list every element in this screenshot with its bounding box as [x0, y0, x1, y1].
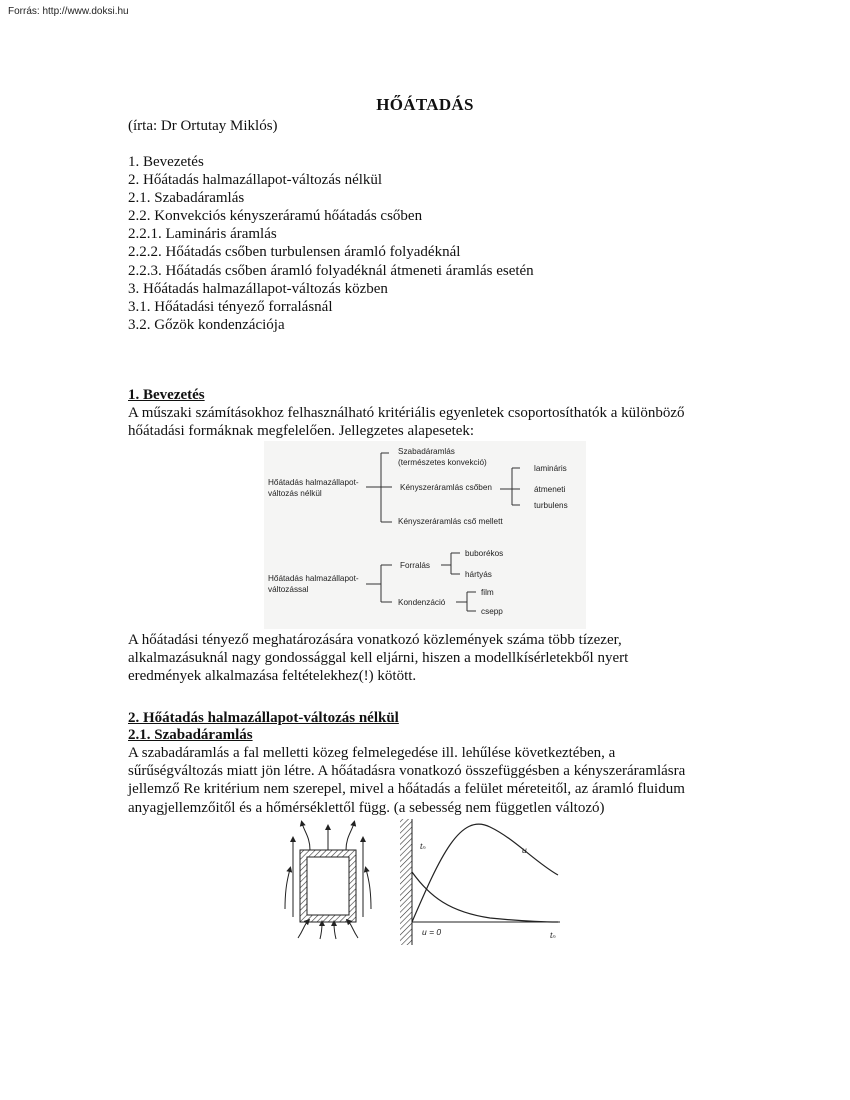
paragraph-line: A hőátadási tényező meghatározására vonatkozó közlemények száma több tízezer,	[128, 632, 622, 648]
diagram-kondenzacio: Kondenzáció	[398, 598, 446, 607]
subsection-heading: 2.1. Szabadáramlás	[128, 727, 253, 743]
diagram-forralas: Forralás	[400, 561, 431, 570]
toc-item: 1. Bevezetés	[128, 154, 204, 170]
section-heading: 2. Hőátadás halmazállapot-változás nélkül	[128, 710, 399, 726]
source-line: Forrás: http://www.doksi.hu	[8, 6, 129, 17]
section-heading: 1. Bevezetés	[128, 387, 205, 403]
section-1-continued	[128, 631, 628, 686]
paragraph-line: A műszaki számításokhoz felhasználható kritériális egyenletek csoportosíthatók a különböző	[128, 405, 685, 421]
section-1	[128, 387, 685, 440]
paragraph-line: anyagjellemzőitől és a hőmérséklettől függ. (a sebesség nem független változó)	[128, 799, 605, 816]
diagram-flow-turbulens: turbulens	[534, 501, 568, 510]
diagram-forr-hartyas: hártyás	[465, 570, 492, 579]
diagram-forr-buborekos: buborékos	[465, 549, 504, 558]
author-line: (írta: Dr Ortutay Miklós)	[128, 118, 278, 134]
diagram-kond-csepp: csepp	[481, 607, 503, 616]
label-tf-axis: tₙ	[550, 930, 556, 940]
diagram-kenyszer-mellett: Kényszeráramlás cső mellett	[398, 517, 503, 526]
classification-diagram	[264, 441, 586, 629]
toc-item: 2.2.2. Hőátadás csőben turbulensen áramló folyadéknál	[128, 244, 461, 261]
diagram-root-1-line2: változás nélkül	[268, 489, 322, 498]
diagram-flow-laminaris: lamináris	[534, 464, 567, 473]
toc-item: 2.2.3. Hőátadás csőben áramló folyadéknál átmeneti áramlás esetén	[128, 262, 534, 279]
toc-item: 2.2. Konvekciós kényszeráramú hőátadás csőben	[128, 208, 423, 225]
diagram-kenyszer-cso: Kényszeráramlás csőben	[400, 483, 492, 492]
section-2	[128, 710, 685, 817]
diagram-root-2-line2: változással	[268, 585, 309, 594]
label-u-zero: u = 0	[422, 927, 442, 937]
paragraph-line: jellemző Re kritérium nem szerepel, mivel a hőátadás a felület méreteitől, az áramló fluidum	[128, 781, 685, 798]
paragraph-line: A szabadáramlás a fal melletti közeg felmelegedése ill. lehűlése következtében, a	[128, 745, 616, 761]
diagram-szabad-line2: (természetes konvekció)	[398, 458, 487, 467]
toc-item: 3.1. Hőátadási tényező forralásnál	[128, 298, 333, 315]
diagram-szabad-line1: Szabadáramlás	[398, 447, 455, 456]
table-of-contents	[128, 153, 534, 334]
toc-item: 2.2.1. Lamináris áramlás	[128, 226, 277, 243]
paragraph-line: hőátadási formáknak megfelelően. Jellegzetes alapesetek:	[128, 423, 475, 440]
toc-item: 2.1. Szabadáramlás	[128, 190, 245, 207]
toc-item: 3.2. Gőzök kondenzációja	[128, 316, 285, 333]
label-u: u	[522, 845, 527, 855]
toc-item: 2. Hőátadás halmazállapot-változás nélkül	[128, 172, 383, 189]
free-convection-figure	[280, 817, 580, 947]
diagram-kond-film: film	[481, 588, 494, 597]
profile-chart	[400, 819, 560, 945]
diagram-root-2-line1: Hőátadás halmazállapot-	[268, 574, 359, 583]
page-title: HŐÁTADÁS	[376, 95, 474, 114]
heated-body-diagram	[285, 823, 371, 939]
diagram-root-1-line1: Hőátadás halmazállapot-	[268, 478, 359, 487]
paragraph-line: alkalmazásuknál nagy gondossággal kell eljárni, hiszen a modellkísérletekből nyert	[128, 650, 629, 667]
paragraph-line: sűrűségváltozás miatt jön létre. A hőátadásra vonatkozó összefüggésben a kényszeráramlásra	[128, 763, 686, 780]
toc-item: 3. Hőátadás halmazállapot-változás közben	[128, 280, 388, 297]
label-tf: tₙ	[420, 841, 426, 851]
diagram-flow-atmeneti: átmeneti	[534, 485, 566, 494]
paragraph-line: eredmények alkalmazása feltételekhez(!) kötött.	[128, 668, 417, 685]
